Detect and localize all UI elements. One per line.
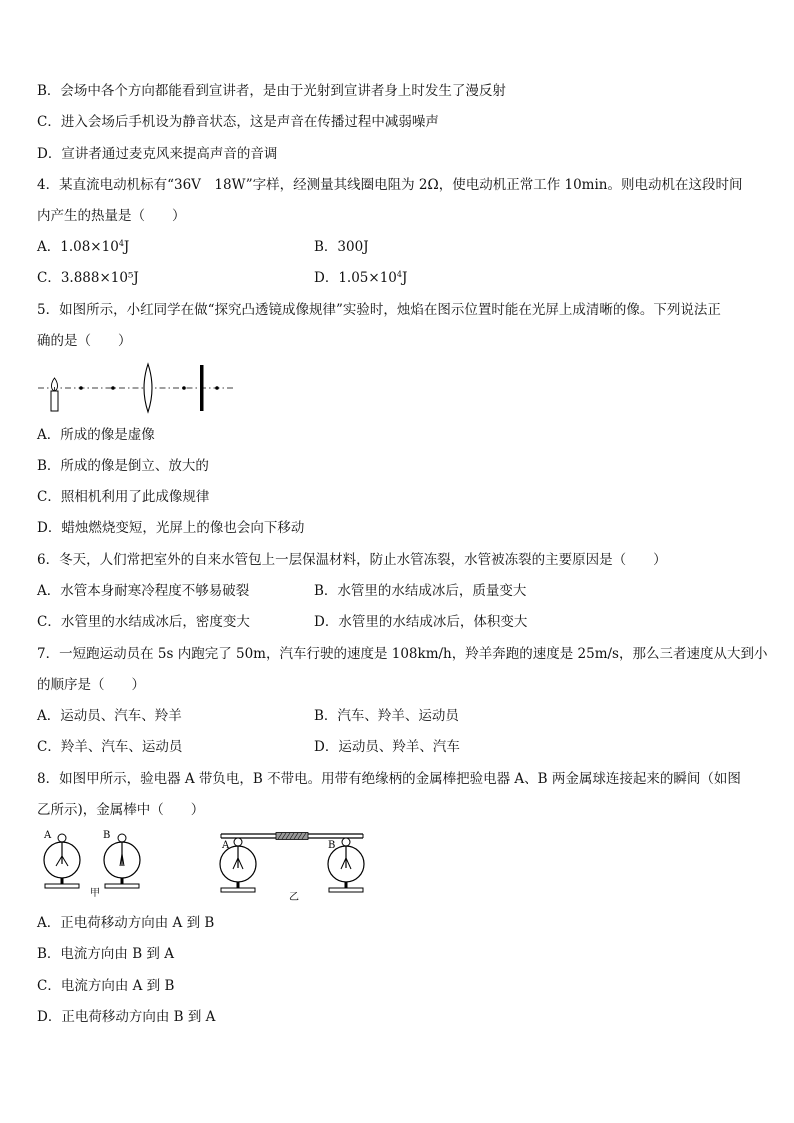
q5-stem-line2: 确的是（ ） (37, 333, 132, 349)
q7-option-a: A．运动员、汽车、羚羊 (37, 708, 182, 724)
q4-option-c: C．3.888×10⁵J (37, 270, 139, 286)
q6-option-b: B．水管里的水结成冰后，质量变大 (314, 583, 527, 599)
fig-label-b1: B (103, 830, 111, 841)
electroscope-b-icon (104, 834, 140, 888)
light-screen-icon (200, 365, 204, 411)
q5-option-b: B．所成的像是倒立、放大的 (37, 458, 209, 474)
fig-label-jia: 甲 (90, 888, 100, 899)
q4-stem-line1: 4．某直流电动机标有“36V 18W”字样，经测量其线圈电阻为 2Ω，使电动机正常工作 10min。则电动机在这段时间 (37, 177, 743, 193)
q6-stem: 6．冬天，人们常把室外的自来水管包上一层保温材料，防止水管冻裂，水管被冻裂的主要原因是（ ） (37, 552, 667, 568)
fig-label-yi: 乙 (289, 892, 299, 903)
q8-stem-line2: 乙所示)，金属棒中（ ） (37, 802, 205, 818)
q7-stem-line2: 的顺序是（ ） (37, 677, 145, 693)
q5-option-a: A．所成的像是虚像 (37, 427, 155, 443)
q8-option-c: C．电流方向由 A 到 B (37, 978, 175, 994)
q7-option-b: B．汽车、羚羊、运动员 (314, 708, 459, 724)
q8-option-d: D．正电荷移动方向由 B 到 A (37, 1009, 216, 1025)
q8-stem-line1: 8．如图甲所示，验电器 A 带负电，B 不带电。用带有绝缘柄的金属棒把验电器 A、B 两金属球连接起来的瞬间（如图 (37, 771, 741, 787)
q4-stem-line2: 内产生的热量是（ ） (37, 208, 186, 224)
q4-option-b: B．300J (314, 239, 369, 255)
fig-label-a1: A (44, 830, 52, 841)
q7-option-c: C．羚羊、汽车、运动员 (37, 739, 183, 755)
q5-option-d: D．蜡烛燃烧变短，光屏上的像也会向下移动 (37, 520, 305, 536)
q3-option-b: B．会场中各个方向都能看到宣讲者，是由于光射到宣讲者身上时发生了漫反射 (37, 83, 506, 99)
axis-point-4 (215, 386, 219, 390)
q3-option-c: C．进入会场后手机设为静音状态，这是声音在传播过程中减弱噪声 (37, 114, 439, 130)
candle-icon (51, 378, 58, 411)
convex-lens-icon (144, 364, 152, 412)
q6-option-a: A．水管本身耐寒冷程度不够易破裂 (37, 583, 250, 599)
q4-option-d: D．$1.05\times 10^4J$ (314, 270, 408, 286)
axis-point-3 (182, 386, 186, 390)
q6-option-c: C．水管里的水结成冰后，密度变大 (37, 614, 250, 630)
q8-option-a: A．正电荷移动方向由 A 到 B (37, 915, 215, 931)
electroscope-figure (38, 826, 368, 904)
q3-option-d: D．宣讲者通过麦克风来提高声音的音调 (37, 146, 278, 162)
axis-point-1 (79, 386, 83, 390)
q5-stem-line1: 5．如图所示，小红同学在做“探究凸透镜成像规律”实验时，烛焰在图示位置时能在光屏上成清晰的像。下列说法正 (37, 302, 721, 318)
metal-rod-icon (221, 833, 363, 840)
q5-option-c: C．照相机利用了此成像规律 (37, 489, 210, 505)
axis-point-2 (111, 386, 115, 390)
lens-experiment-figure (36, 360, 236, 416)
fig-label-a2: A (222, 840, 230, 851)
q7-stem-line1: 7．一短跑运动员在 5s 内跑完了 50m，汽车行驶的速度是 108km/h，羚羊奔跑的速度是 25m/s，那么三者速度从大到小 (37, 646, 768, 662)
electroscope-a-icon (44, 834, 80, 888)
fig-label-b2: B (328, 840, 336, 851)
q6-option-d: D．水管里的水结成冰后，体积变大 (314, 614, 528, 630)
q4-option-a: A．$1.08\times 10^4J$ (37, 239, 130, 255)
q8-option-b: B．电流方向由 B 到 A (37, 946, 174, 962)
q7-option-d: D．运动员、羚羊、汽车 (314, 739, 460, 755)
